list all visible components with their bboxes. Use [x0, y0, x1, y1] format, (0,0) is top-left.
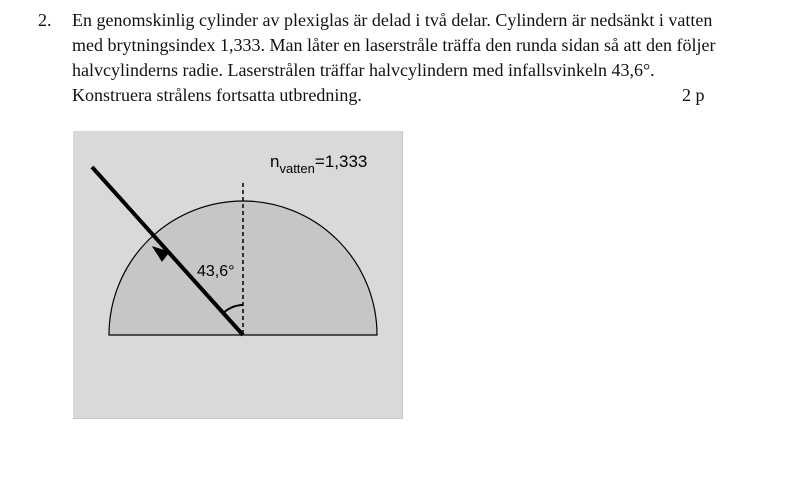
problem-text — [72, 8, 752, 108]
problem-text-line-4: Konstruera strålens fortsatta utbredning. — [72, 85, 362, 105]
figure-drawing — [73, 131, 402, 418]
angle-label: 43,6° — [197, 263, 235, 280]
half-cylinder-figure — [73, 131, 403, 419]
refractive-index-label — [270, 152, 367, 176]
problem-number: 2. — [38, 10, 52, 30]
points-label: 2 p — [682, 85, 705, 105]
n-subscript: vatten — [279, 161, 315, 176]
problem-text-line-1: En genomskinlig cylinder av plexiglas är delad i två delar. Cylindern är nedsänkt i vatten — [72, 10, 713, 30]
n-symbol: n — [270, 152, 280, 171]
problem-text-line-3: halvcylinderns radie. Laserstrålen träffar halvcylindern med infallsvinkeln 43,6°. — [72, 60, 655, 80]
n-value: =1,333 — [314, 152, 368, 171]
problem-text-line-2: med brytningsindex 1,333. Man låter en laserstråle träffa den runda sidan så att den följer — [72, 35, 716, 55]
